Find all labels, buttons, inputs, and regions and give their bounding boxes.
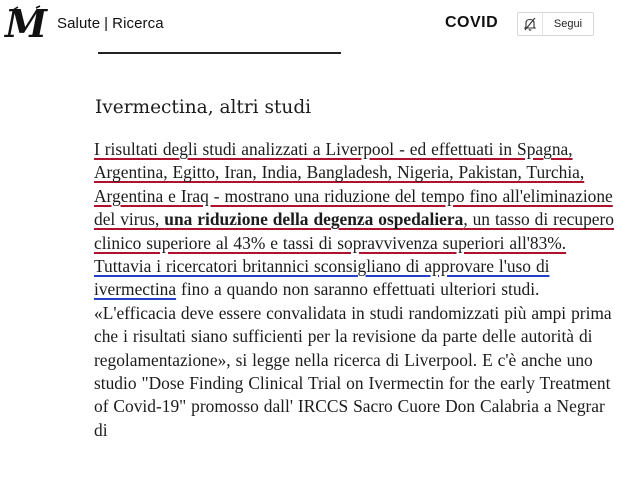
gothic-m-logo-icon: [4, 1, 48, 46]
top-bar: [0, 0, 639, 52]
red-highlight-part-2: , un tasso di recupero clinico superiore al 43% e tassi di sopravvivenza superiori all'83%.: [94, 209, 614, 253]
red-highlight-part-1: I risultati degli studi analizzati a Liverpool - ed effettuati in Spagna, Argentina, Egitto, Iran, India, Bangladesh, Nigeria, Pakistan, Turchia, Argentina e Iraq - mostrano una riduzione del tempo fino all'eliminazione del virus,: [94, 139, 613, 230]
article-subheading: Ivermectina, altri studi: [95, 97, 312, 118]
header-divider: [98, 52, 341, 54]
breadcrumb: [57, 15, 164, 32]
paragraph-rest: fino a quando non saranno effettuati ulteriori studi. «L'efficacia deve essere convalidata in studi randomizzati più ampi prima che i risultati siano sufficienti per la revisione da parte delle autorità di regolamentazione», si legge nella ricerca di Liverpool. E c'è anche uno studio "Dose Finding Clinical Trial on Ivermectin for the early Treatment of Covid-19" promosso dall' IRCCS Sacro Cuore Don Calabria a Negrar di: [94, 279, 612, 440]
follow-button-label: Segui: [553, 18, 583, 30]
article-paragraph: [94, 138, 622, 442]
follow-button[interactable]: [517, 12, 594, 36]
red-highlight-bold: una riduzione della degenza ospedaliera: [164, 209, 464, 230]
svg-text:M: M: [4, 1, 48, 46]
highlight-red-text: [94, 139, 614, 253]
breadcrumb-separator: |: [104, 15, 109, 32]
breadcrumb-section[interactable]: Salute: [57, 15, 101, 32]
topic-tag[interactable]: COVID: [445, 14, 499, 31]
bell-off-icon: [518, 13, 543, 35]
highlight-blue-text: Tuttavia i ricercatori britannici sconsigliano di approvare l'uso di ivermectina: [94, 256, 550, 300]
breadcrumb-subsection[interactable]: Ricerca: [112, 15, 164, 32]
newspaper-logo[interactable]: [4, 1, 48, 46]
